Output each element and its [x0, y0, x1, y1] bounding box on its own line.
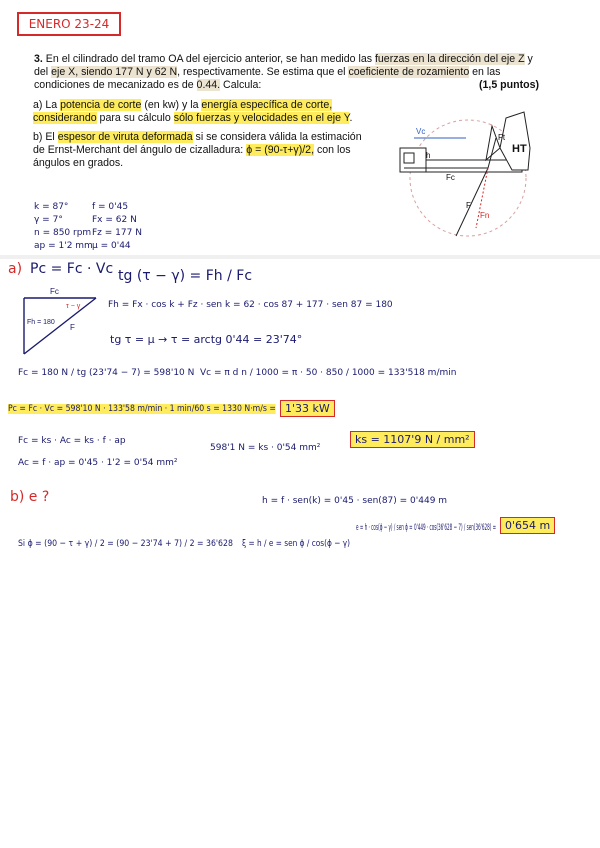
intro-text: En el cilindrado del tramo OA del ejercicio anterior, se han medido las: [42, 53, 375, 65]
f-arrow: [456, 168, 488, 236]
part-b-text: con los: [314, 143, 351, 156]
part-a-text: para su cálculo: [96, 111, 174, 124]
phi-equation: Si ϕ = (90 − τ + γ) / 2 = (90 − 23'74 + 7) / 2 = 36'628: [18, 539, 233, 549]
part-a-highlight: considerando: [33, 111, 97, 124]
chuck-block: [404, 153, 414, 163]
part-b-highlight: espesor de viruta deformada: [57, 131, 193, 143]
triangle-f: [24, 298, 96, 354]
f-label: F: [466, 201, 471, 210]
part-b-highlight: ϕ = (90-τ+γ)/2,: [246, 143, 315, 156]
part-a: [33, 99, 383, 125]
given-fz: Fz = 177 N: [92, 228, 142, 238]
vc-equation: Vc = π d n / 1000 = π · 50 · 850 / 1000 = 133'518 m/min: [200, 368, 457, 378]
part-a-highlight: potencia de corte: [60, 99, 142, 111]
ht-label: HT: [512, 143, 527, 155]
intro-highlight: fuerzas en la dirección del eje Z: [374, 53, 525, 65]
workpiece-body: [410, 160, 522, 172]
part-b-text: si se considera válida la estimación: [192, 131, 362, 143]
h-label: h: [426, 151, 431, 160]
fc-label: Fc: [446, 173, 455, 182]
points-label: (1,5 puntos): [478, 78, 539, 91]
intro-text: , respectivamente. Se estima que el: [177, 65, 349, 78]
pc-definition: Pc = Fc · Vc: [30, 261, 114, 277]
part-a-highlight: sólo fuerzas y velocidades en el eje Y: [173, 111, 350, 124]
intro-text: en las condiciones de mecanizado es de: [34, 65, 501, 91]
part-a-highlight: energía específica de corte,: [201, 99, 333, 111]
ks-equation: 598'1 N = ks · 0'54 mm²: [210, 443, 321, 453]
part-b: [33, 131, 388, 169]
given-f: f = 0'45: [92, 202, 129, 212]
part-a-text: a) La: [33, 99, 61, 111]
given-k: k = 87°: [34, 202, 69, 212]
section-divider: [0, 255, 600, 259]
given-mu: μ = 0'44: [92, 241, 131, 251]
ks-result: ks = 1107'9 N / mm²: [350, 431, 475, 448]
part-a-text: (en kw) y la: [141, 99, 202, 111]
solution-a-label: a): [8, 261, 23, 277]
xi-equation: ξ = h / e = sen ϕ / cos(ϕ − γ): [242, 539, 351, 549]
problem-number: 3.: [34, 53, 43, 65]
e-equation-text: e = h · cos(ϕ − γ) / sen ϕ = 0'449 · cos(36'628 − 7) / sen(36'628) =: [356, 523, 497, 533]
part-b-text: ángulos en grados.: [33, 156, 124, 169]
part-a-text: .: [349, 111, 353, 124]
problem-statement: [34, 53, 539, 94]
intro-highlight: coeficiente de rozamiento: [348, 65, 470, 78]
triangle-fc-label: Fc: [50, 288, 59, 296]
exam-tag: ENERO 23-24: [17, 12, 121, 36]
ft-label: Ft: [498, 133, 506, 142]
triangle-f-label: F: [70, 323, 75, 332]
h-equation: h = f · sen(k) = 0'45 · sen(87) = 0'449 m: [262, 496, 448, 506]
triangle-angle-label: τ − γ: [66, 303, 81, 310]
fc-equation: Fc = 180 N / tg (23'74 − 7) = 598'10 N: [18, 368, 195, 378]
e-result: 0'654 m: [500, 517, 555, 534]
intro-highlight: eje X, siendo 177 N y 62 N: [51, 65, 178, 78]
force-triangle: [18, 288, 103, 358]
fc-ks-equation: Fc = ks · Ac = ks · f · ap: [18, 436, 126, 446]
given-gamma: γ = 7°: [34, 215, 63, 225]
e-equation: [356, 523, 496, 533]
intro-paragraph: [34, 53, 539, 91]
given-n: n = 850 rpm: [34, 228, 92, 238]
solution-b-label: b) e ?: [10, 489, 50, 505]
pc-result: 1'33 kW: [280, 400, 335, 417]
tau-equation: tg τ = μ → τ = arctg 0'44 = 23'74°: [110, 333, 303, 346]
cutting-force-diagram: [396, 108, 546, 250]
pc-equation-text: Pc = Fc · Vc = 598'10 N · 133'58 m/min · 1 min/60 s = 1330 N·m/s =: [8, 404, 276, 414]
given-fx: Fx = 62 N: [92, 215, 137, 225]
pc-equation: [8, 404, 276, 414]
given-ap: ap = 1'2 mm: [34, 241, 93, 251]
fh-equation: Fh = Fx · cos k + Fz · sen k = 62 · cos 87 + 177 · sen 87 = 180: [108, 300, 393, 310]
tangent-equation: tg (τ − γ) = Fh / Fc: [118, 268, 253, 284]
intro-text: y del: [34, 53, 533, 78]
part-b-text: de Ernst-Merchant del ángulo de cizalladura:: [33, 143, 247, 156]
part-b-text: b) El: [33, 131, 58, 143]
fn-label: Fn: [480, 211, 490, 220]
ac-equation: Ac = f · ap = 0'45 · 1'2 = 0'54 mm²: [18, 458, 178, 468]
intro-highlight: 0.44.: [196, 78, 221, 91]
triangle-fh-label: Fh = 180: [27, 319, 55, 326]
intro-text: Calcula:: [220, 78, 262, 91]
chip: [486, 126, 500, 160]
vc-label: Vc: [416, 127, 426, 136]
